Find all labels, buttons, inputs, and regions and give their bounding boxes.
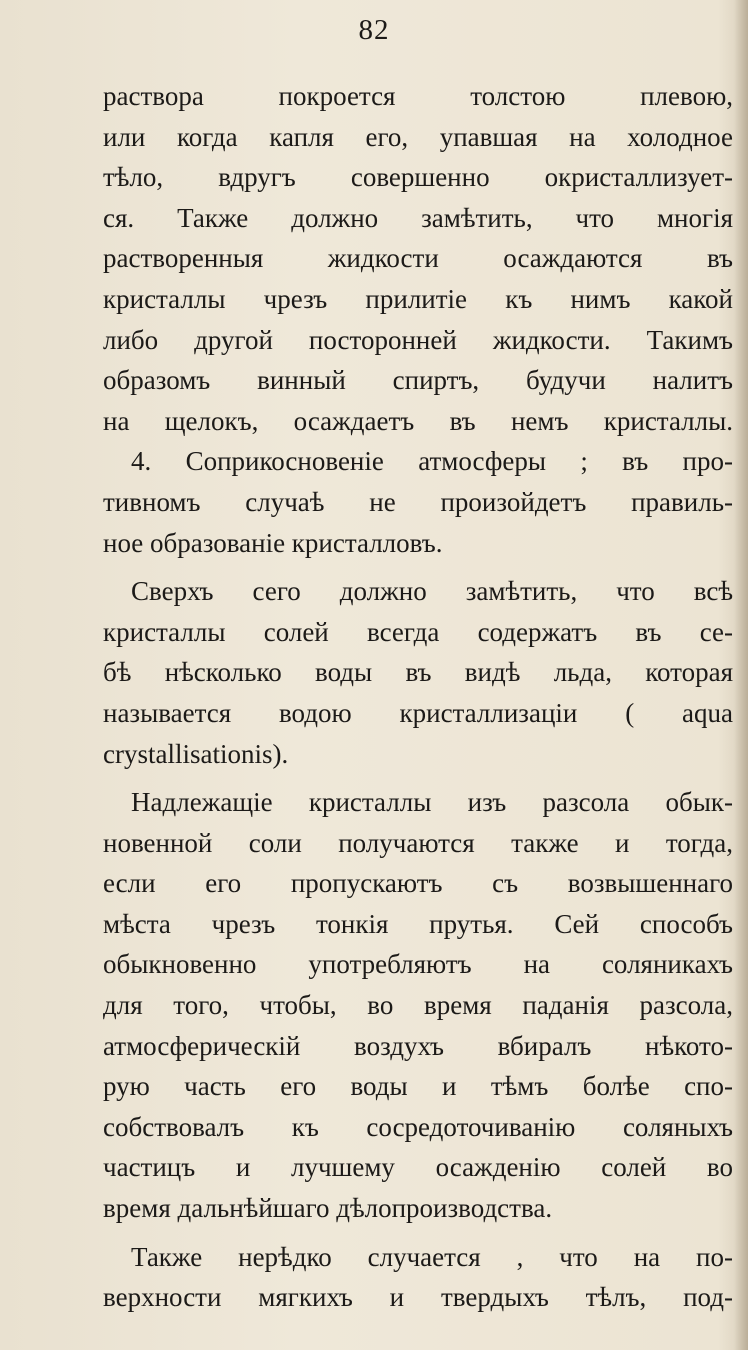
text-line: Также нерѣдко случается , что на по- (131, 1241, 733, 1272)
text-line: собствовалъ къ сосредоточиванію соляныхъ (103, 1111, 733, 1142)
text-line: называется водою кристаллизаціи ( aqua (103, 697, 733, 728)
paragraph (103, 782, 733, 1229)
text-line: новенной соли получаются также и тогда, (103, 827, 733, 858)
text-line: мѣста чрезъ тонкія прутья. Сей способъ (103, 908, 733, 939)
text-line: Надлежащіе кристаллы изъ разсола обык- (131, 787, 733, 818)
text-line: растворенныя жидкости осаждаются въ (103, 243, 733, 274)
text-line: обыкновенно употребляютъ на соляникахъ (103, 949, 733, 980)
text-line: время дальнѣйшаго дѣлопроизводства. (103, 1193, 553, 1224)
paragraph (103, 76, 733, 441)
text-line: частицъ и лучшему осажденію солей во (103, 1152, 733, 1183)
paragraph (103, 1237, 733, 1318)
page-text (103, 76, 733, 1318)
text-line: тѣло, вдругъ совершенно окристаллизует- (103, 162, 733, 193)
paragraph (103, 571, 733, 774)
text-line: рую часть его воды и тѣмъ болѣе спо- (103, 1071, 733, 1102)
text-line: кристаллы солей всегда содержатъ въ се- (103, 616, 733, 647)
text-line: раствора покроется толстою плевою, (103, 81, 733, 111)
text-line: тивномъ случаѣ не произойдетъ правиль- (103, 486, 733, 517)
text-line: атмосферическій воздухъ вбиралъ нѣкото- (103, 1030, 733, 1061)
text-line: образомъ винный спиртъ, будучи налитъ (103, 365, 733, 396)
page-edge-shadow (734, 0, 748, 1350)
text-line: для того, чтобы, во время паданія разсола, (103, 990, 733, 1021)
text-line: или когда капля его, упавшая на холодное (103, 121, 733, 152)
text-line: верхности мягкихъ и твердыхъ тѣлъ, под- (103, 1282, 733, 1313)
text-line: ся. Также должно замѣтить, что многія (103, 202, 733, 233)
text-line: бѣ нѣсколько воды въ видѣ льда, которая (103, 657, 733, 688)
text-line: ное образованіе кристалловъ. (103, 527, 443, 558)
text-line: 4. Соприкосновеніе атмосферы ; въ про- (131, 446, 733, 477)
paragraph (103, 441, 733, 563)
text-line: если его пропускаютъ съ возвышеннаго (103, 868, 733, 899)
text-line: либо другой посторонней жидкости. Такимъ (103, 324, 733, 355)
text-line: кристаллы чрезъ прилитіе къ нимъ какой (103, 283, 733, 314)
text-line: Сверхъ сего должно замѣтить, что всѣ (131, 576, 733, 607)
text-line: на щелокъ, осаждаетъ въ немъ кристаллы. (103, 405, 733, 436)
text-line: crystallisationis). (103, 738, 289, 769)
page-number: 82 (358, 14, 390, 46)
